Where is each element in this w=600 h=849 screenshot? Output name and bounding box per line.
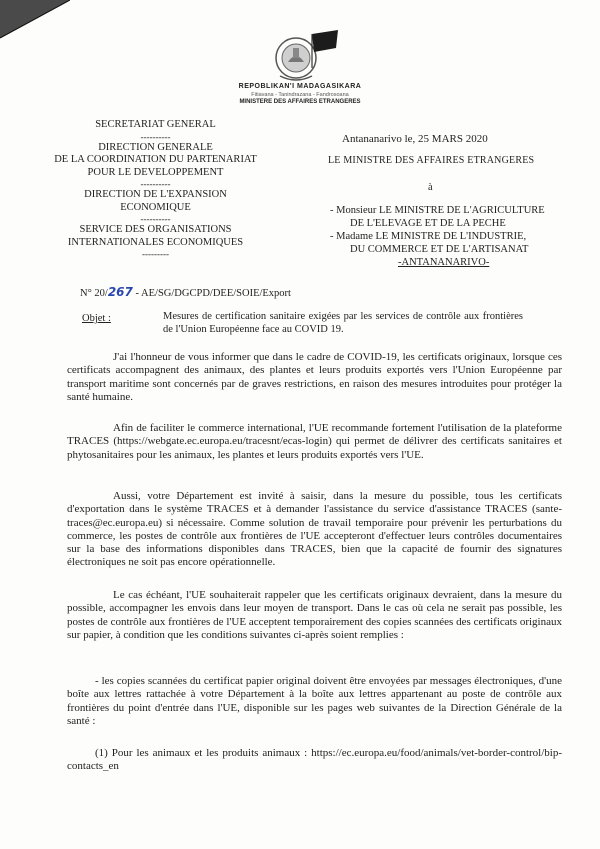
service-line: SERVICE DES ORGANISATIONS (79, 224, 232, 235)
recipient-line: - Monsieur LE MINISTRE DE L'AGRICULTURE (330, 205, 545, 216)
body-paragraph: J'ai l'honneur de vous informer que dans le cadre de COVID-19, les certificats originaux, lorsque ces certificats accompagnent des animaux, des plantes et leurs produits exportés vers l'Union Européenne par transport maritime sont concernés par de graves restrictions, en raison des mesures introduites pour protéger la santé humaine. (67, 351, 562, 403)
objet-text: Mesures de certification sanitaire exigées par les services de contrôle aux frontières de l'Union Européenne face au COVID 19. (163, 311, 523, 335)
a-label: à (428, 182, 433, 193)
direction-generale-line: DIRECTION GENERALE (98, 141, 213, 153)
recipient-line: DU COMMERCE ET DE L'ARTISANAT (350, 244, 529, 255)
republic-name: REPOBLIKAN'I MADAGASIKARA (238, 83, 362, 90)
recipient-city: -ANTANANARIVO- (398, 257, 490, 268)
recipient-line: - Madame LE MINISTRE DE L'INDUSTRIE, (330, 231, 527, 242)
expansion-line: DIRECTION DE L'EXPANSION ECONOMIQUE (84, 189, 227, 213)
body-paragraph: (1) Pour les animaux et les produits animaux : https://ec.europa.eu/food/animals/vet-border-control/bip-contacts_en (67, 747, 562, 773)
national-motto: Fitiavana - Tanindrazana - Fandrosoana (251, 92, 349, 98)
reference-prefix: N° 20/ (80, 288, 108, 299)
handwritten-number: 267 (107, 285, 133, 299)
secretariat-line: SECRETARIAT GENERAL (95, 119, 216, 130)
madagascar-emblem-icon (262, 28, 342, 84)
date-line: Antananarivo le, 25 MARS 2020 (342, 133, 488, 145)
reference-suffix: - AE/SG/DGCPD/DEE/SOIE/Export (132, 288, 291, 299)
separator: --------- (142, 249, 169, 259)
recipient-line: DE L'ELEVAGE ET DE LA PECHE (350, 218, 506, 229)
separator: ---------- (140, 179, 171, 189)
separator: ---------- (140, 214, 171, 224)
organisations-line: INTERNATIONALES ECONOMIQUES (67, 236, 244, 248)
from-title: LE MINISTRE DES AFFAIRES ETRANGERES (328, 155, 535, 166)
page-corner-fold (0, 0, 70, 40)
body-paragraph: Afin de faciliter le commerce international, l'UE recommande fortement l'utilisation de la plateforme TRACES (https://webgate.ec.europa.eu/tracesnt/ecas-login) qui permet de délivrer des certificats sanitaires et phytosanitaires pour les animaux, les plantes et leurs produits exportés vers l'UE. (67, 422, 562, 461)
body-paragraph: - les copies scannées du certificat papier original doivent être envoyées par messages électroniques, d'une boîte aux lettres rattachée à votre Département à la boîte aux lettres appartenant au poste de contrôle aux frontières du point d'entrée dans l'UE, disponible sur les pages web suivantes de la Direction Générale de la santé : (67, 675, 562, 727)
separator: ---------- (140, 131, 171, 142)
developpement-line: POUR LE DEVELOPPEMENT (87, 166, 224, 178)
reference-number (80, 285, 291, 299)
body-paragraph: Aussi, votre Département est invité à saisir, dans la mesure du possible, tous les certificats d'exportation dans le système TRACES et à demander l'assistance du service d'assistance TRACES (sante-traces@ec.europa.eu) si nécessaire. Comme solution de travail temporaire pour prévenir les perturbations du commerce, les postes de contrôle aux frontières de l'UE accepteront d'effectuer leurs contrôles documentaires sur la base des informations disponibles dans TRACES, bien que la capacité de fournir des signatures électroniques ne soit pas encore opérationnelle. (67, 490, 562, 569)
objet-label: Objet : (82, 313, 111, 324)
ministry-name: MINISTERE DES AFFAIRES ETRANGERES (239, 99, 361, 105)
coordination-line: DE LA COORDINATION DU PARTENARIAT (54, 154, 257, 165)
body-paragraph: Le cas échéant, l'UE souhaiterait rappeler que les certificats originaux devraient, dans la mesure du possible, accompagner les envois dans leur moyen de transport. Dans le cas où cela ne serait pas possible, les postes de contrôle aux frontières de l'UE acceptent temporairement des copies scannées des certificats originaux sur papier, à condition que les conditions suivantes ci-après soient remplies : (67, 589, 562, 641)
sender-block (48, 119, 263, 259)
